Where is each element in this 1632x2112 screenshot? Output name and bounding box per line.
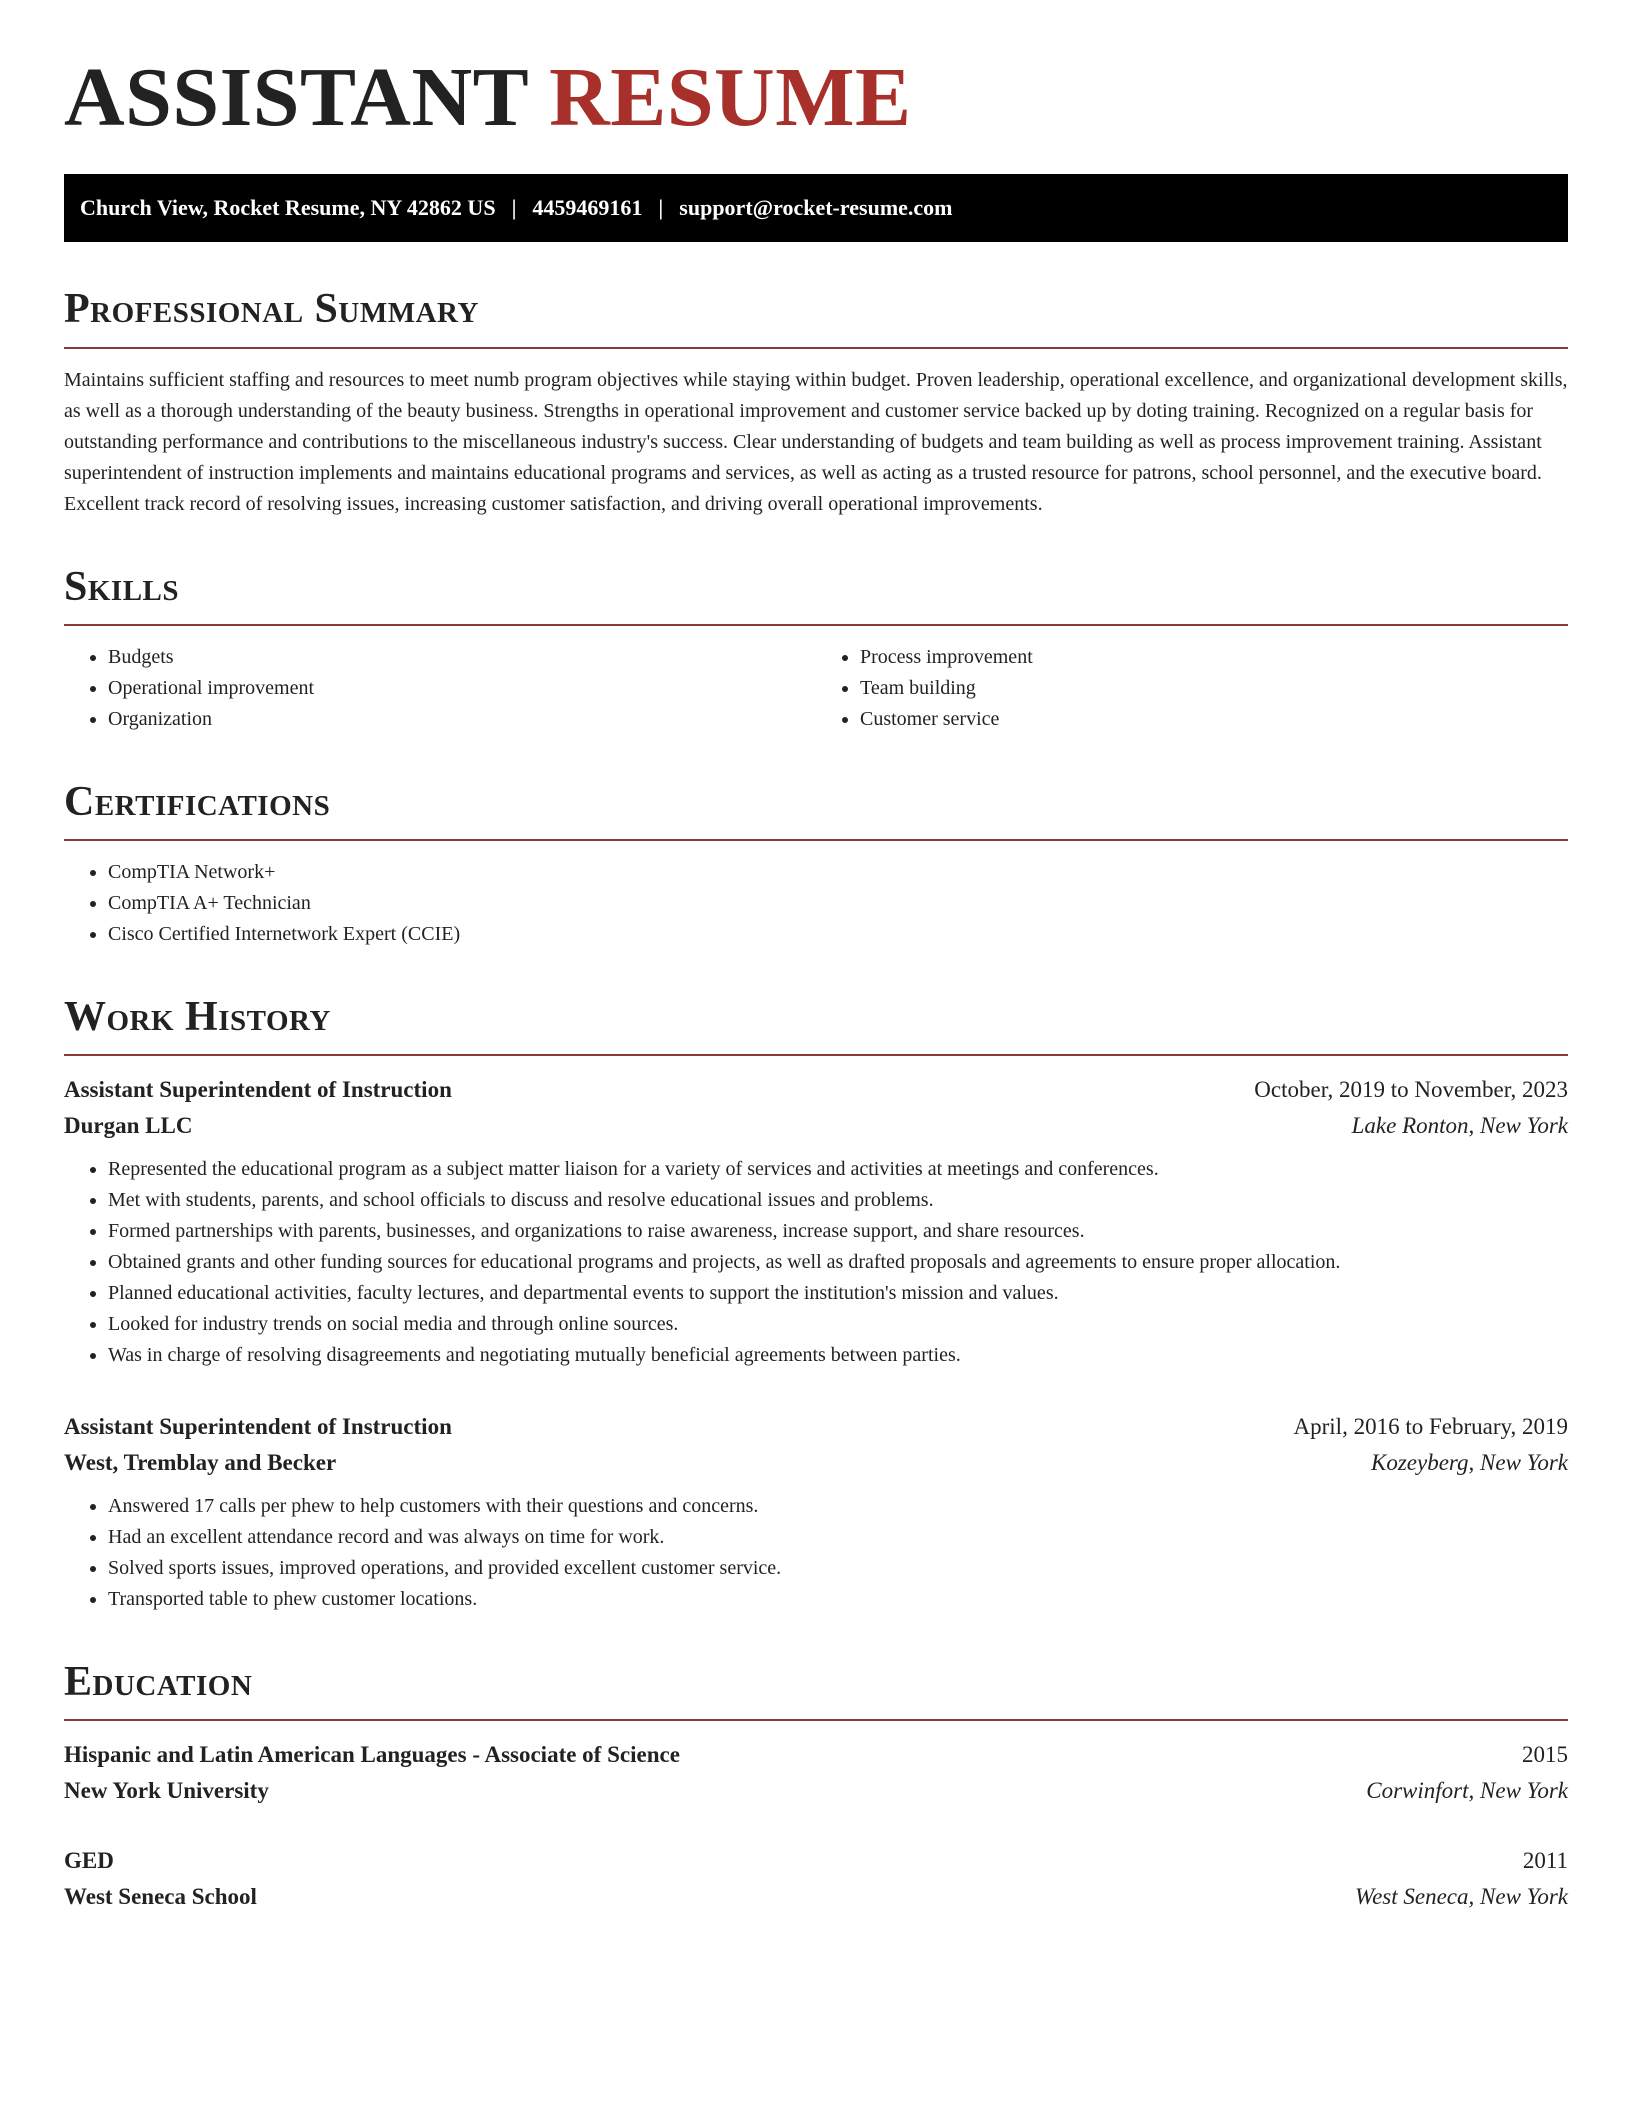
job-dates: October, 2019 to November, 2023 — [1254, 1077, 1568, 1103]
job-location: Kozeyberg, New York — [1371, 1450, 1568, 1476]
job-duty-item: • Answered 17 calls per phew to help customers with their questions and concerns. — [108, 1491, 1568, 1522]
job-title: Assistant Superintendent of Instruction — [64, 1077, 452, 1103]
job-location: Lake Ronton, New York — [1351, 1113, 1568, 1139]
job-dates: April, 2016 to February, 2019 — [1293, 1414, 1568, 1440]
section-heading: Professional Summary — [64, 286, 479, 333]
education-year: 2015 — [1522, 1742, 1568, 1768]
section-heading: Education — [64, 1659, 253, 1706]
education-school-row — [64, 1879, 1568, 1915]
contact-address: Church View, Rocket Resume, NY 42862 US — [80, 195, 496, 221]
education-location: West Seneca, New York — [1355, 1884, 1568, 1910]
job-duty-item: • Had an excellent attendance record and was always on time for work. — [108, 1522, 1568, 1553]
certifications-section — [64, 779, 1568, 950]
education-section — [64, 1659, 1568, 1915]
job-entry — [64, 1409, 1568, 1615]
certification-item: • CompTIA Network+ — [108, 857, 1568, 888]
skill-item: • Team building — [860, 673, 1568, 704]
education-location: Corwinfort, New York — [1366, 1778, 1568, 1804]
job-duty-item: • Planned educational activities, faculty lectures, and departmental events to support the institution's mission and values. — [108, 1278, 1568, 1309]
certification-item: • Cisco Certified Internetwork Expert (CCIE) — [108, 919, 1568, 950]
work-history-section — [64, 994, 1568, 1615]
job-company-row — [64, 1445, 1568, 1481]
section-divider — [64, 1054, 1568, 1056]
education-degree: Hispanic and Latin American Languages - Associate of Science — [64, 1742, 680, 1768]
education-school: New York University — [64, 1778, 269, 1804]
skill-item: • Organization — [108, 704, 816, 735]
section-heading: Skills — [64, 563, 180, 610]
skills-grid — [64, 642, 1568, 735]
skills-column-2 — [816, 642, 1568, 735]
contact-email: support@rocket-resume.com — [679, 195, 953, 221]
skills-column-1 — [64, 642, 816, 735]
job-duties-list — [64, 1154, 1568, 1371]
section-divider — [64, 624, 1568, 626]
skill-item: • Process improvement — [860, 642, 1568, 673]
education-school-row — [64, 1773, 1568, 1809]
section-heading: Certifications — [64, 778, 331, 825]
job-duty-item: • Formed partnerships with parents, businesses, and organizations to raise awareness, increase support, and share resources. — [108, 1216, 1568, 1247]
skill-item: • Customer service — [860, 704, 1568, 735]
education-entry — [64, 1737, 1568, 1809]
education-school: West Seneca School — [64, 1884, 257, 1910]
job-header-row — [64, 1072, 1568, 1108]
job-company-row — [64, 1108, 1568, 1144]
skills-section — [64, 564, 1568, 735]
contact-phone: 4459469161 — [532, 195, 643, 221]
job-company: Durgan LLC — [64, 1113, 193, 1139]
section-heading: Work History — [64, 993, 331, 1040]
certification-item: • CompTIA A+ Technician — [108, 888, 1568, 919]
job-title: Assistant Superintendent of Instruction — [64, 1414, 452, 1440]
education-degree: GED — [64, 1848, 114, 1874]
resume-title — [64, 52, 1568, 144]
job-duty-item: • Looked for industry trends on social media and through online sources. — [108, 1309, 1568, 1340]
title-part-1: ASSISTANT — [64, 51, 528, 144]
title-part-2: RESUME — [549, 51, 912, 144]
section-divider — [64, 347, 1568, 349]
job-duty-item: • Transported table to phew customer locations. — [108, 1584, 1568, 1615]
contact-separator: | — [658, 195, 664, 221]
job-duty-item: • Obtained grants and other funding sources for educational programs and projects, as well as drafted proposals and agreements to ensure proper allocation. — [108, 1247, 1568, 1278]
summary-text: Maintains sufficient staffing and resources to meet numb program objectives while staying within budget. Proven leadership, operational excellence, and organizational development skills, as well as a thorough understanding of the beauty business. Strengths in operational improvement and customer service backed up by doting training. Recognized on a regular basis for outstanding performance and contributions to the miscellaneous industry's success. Clear understanding of budgets and team building as well as process improvement training. Assistant superintendent of instruction implements and maintains educational programs and services, as well as acting as a trusted resource for patrons, school personnel, and the executive board. Excellent track record of resolving issues, increasing customer satisfaction, and driving overall operational improvements. — [64, 368, 1568, 515]
job-entry — [64, 1072, 1568, 1371]
job-duties-list — [64, 1491, 1568, 1615]
section-divider — [64, 839, 1568, 841]
education-year: 2011 — [1522, 1848, 1568, 1874]
summary-section — [64, 286, 1568, 519]
job-duty-item: • Represented the educational program as a subject matter liaison for a variety of services and activities at meetings and conferences. — [108, 1154, 1568, 1185]
job-duty-item: • Was in charge of resolving disagreements and negotiating mutually beneficial agreements between parties. — [108, 1340, 1568, 1371]
certifications-list — [64, 857, 1568, 950]
job-duty-item: • Solved sports issues, improved operations, and provided excellent customer service. — [108, 1553, 1568, 1584]
contact-separator: | — [511, 195, 517, 221]
education-entry — [64, 1843, 1568, 1915]
skill-item: • Operational improvement — [108, 673, 816, 704]
education-degree-row — [64, 1843, 1568, 1879]
skill-item: • Budgets — [108, 642, 816, 673]
job-header-row — [64, 1409, 1568, 1445]
job-company: West, Tremblay and Becker — [64, 1450, 337, 1476]
section-divider — [64, 1719, 1568, 1721]
education-degree-row — [64, 1737, 1568, 1773]
contact-bar — [64, 174, 1568, 242]
job-duty-item: • Met with students, parents, and school officials to discuss and resolve educational issues and problems. — [108, 1185, 1568, 1216]
